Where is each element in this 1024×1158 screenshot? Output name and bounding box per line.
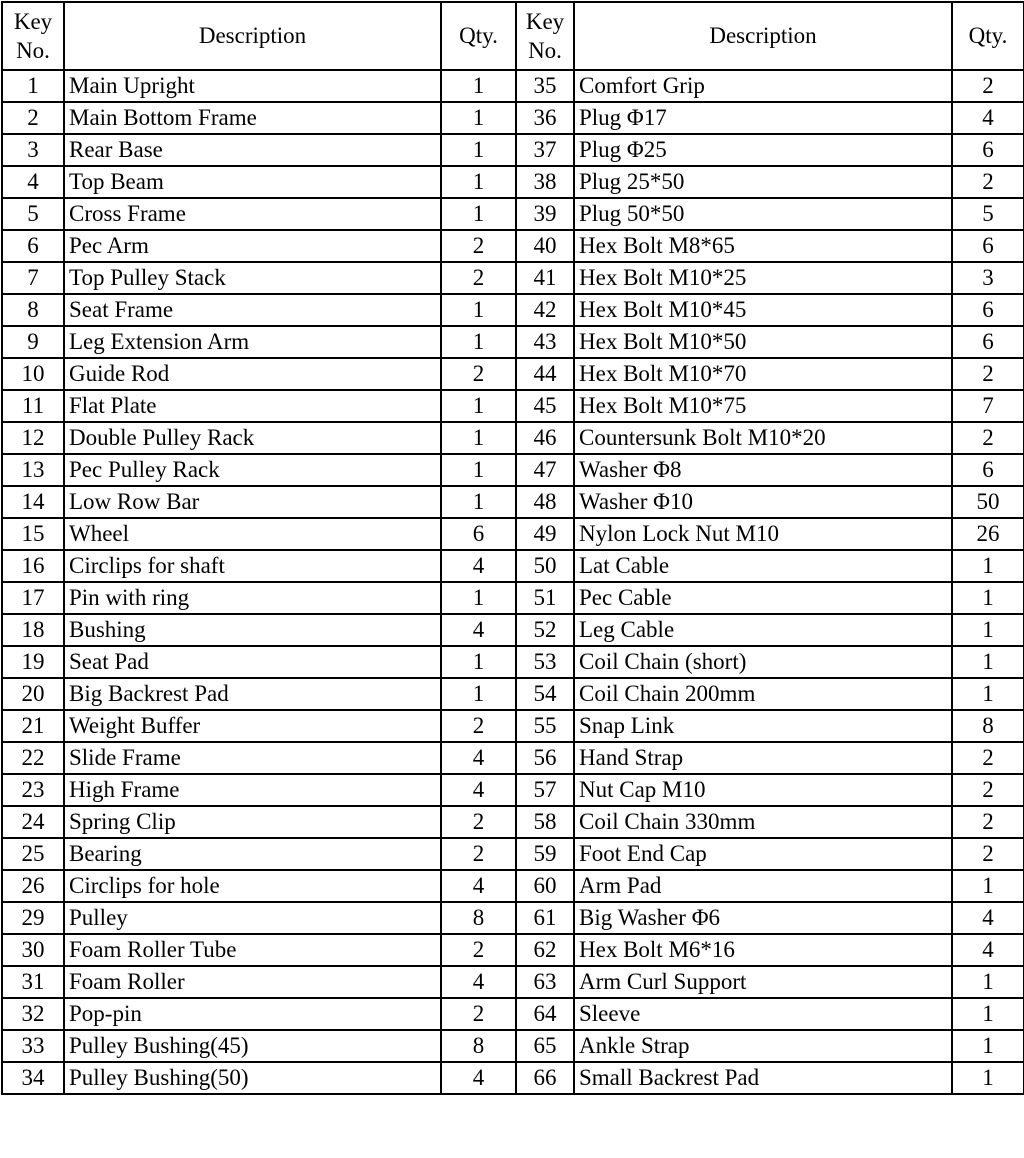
table-row	[2, 838, 1024, 870]
table-row	[2, 198, 1024, 230]
part-description-left: High Frame	[64, 774, 441, 806]
part-description-right: Coil Chain 330mm	[574, 806, 952, 838]
part-quantity-right: 1	[952, 966, 1024, 998]
part-description-right: Foot End Cap	[574, 838, 952, 870]
part-key-number-right: 49	[516, 518, 574, 550]
part-key-number-left: 26	[2, 870, 64, 902]
part-description-right: Nut Cap M10	[574, 774, 952, 806]
part-quantity-right: 2	[952, 70, 1024, 102]
part-quantity-right: 50	[952, 486, 1024, 518]
part-description-left: Slide Frame	[64, 742, 441, 774]
part-description-right: Leg Cable	[574, 614, 952, 646]
part-description-left: Pulley Bushing(45)	[64, 1030, 441, 1062]
header-key-no-left: Key No.	[2, 2, 64, 70]
part-description-left: Top Pulley Stack	[64, 262, 441, 294]
part-quantity-right: 2	[952, 806, 1024, 838]
part-quantity-left: 2	[441, 806, 516, 838]
part-description-left: Flat Plate	[64, 390, 441, 422]
part-key-number-right: 60	[516, 870, 574, 902]
part-description-left: Main Bottom Frame	[64, 102, 441, 134]
part-key-number-left: 5	[2, 198, 64, 230]
part-key-number-left: 24	[2, 806, 64, 838]
part-quantity-left: 8	[441, 902, 516, 934]
part-key-number-right: 53	[516, 646, 574, 678]
part-key-number-right: 58	[516, 806, 574, 838]
part-quantity-left: 1	[441, 646, 516, 678]
part-key-number-left: 13	[2, 454, 64, 486]
part-description-left: Pec Arm	[64, 230, 441, 262]
part-key-number-right: 61	[516, 902, 574, 934]
part-description-right: Nylon Lock Nut M10	[574, 518, 952, 550]
part-quantity-right: 1	[952, 870, 1024, 902]
part-key-number-left: 8	[2, 294, 64, 326]
part-quantity-right: 6	[952, 230, 1024, 262]
part-quantity-left: 1	[441, 454, 516, 486]
part-description-right: Plug 50*50	[574, 198, 952, 230]
table-row	[2, 454, 1024, 486]
part-description-right: Countersunk Bolt M10*20	[574, 422, 952, 454]
part-quantity-right: 2	[952, 166, 1024, 198]
part-key-number-right: 52	[516, 614, 574, 646]
part-quantity-left: 4	[441, 614, 516, 646]
part-key-number-right: 55	[516, 710, 574, 742]
part-key-number-left: 22	[2, 742, 64, 774]
part-quantity-right: 8	[952, 710, 1024, 742]
part-description-left: Foam Roller Tube	[64, 934, 441, 966]
table-row	[2, 678, 1024, 710]
part-key-number-left: 1	[2, 70, 64, 102]
part-quantity-right: 1	[952, 1030, 1024, 1062]
part-quantity-right: 6	[952, 134, 1024, 166]
part-description-right: Arm Curl Support	[574, 966, 952, 998]
part-quantity-left: 4	[441, 1062, 516, 1094]
part-key-number-right: 44	[516, 358, 574, 390]
part-description-right: Arm Pad	[574, 870, 952, 902]
part-key-number-right: 45	[516, 390, 574, 422]
part-description-left: Bushing	[64, 614, 441, 646]
part-key-number-right: 40	[516, 230, 574, 262]
part-description-right: Plug Φ17	[574, 102, 952, 134]
part-key-number-left: 10	[2, 358, 64, 390]
table-row	[2, 294, 1024, 326]
part-description-left: Double Pulley Rack	[64, 422, 441, 454]
part-key-number-right: 37	[516, 134, 574, 166]
part-description-left: Pulley	[64, 902, 441, 934]
part-description-right: Plug 25*50	[574, 166, 952, 198]
part-description-right: Snap Link	[574, 710, 952, 742]
part-key-number-right: 57	[516, 774, 574, 806]
table-row	[2, 70, 1024, 102]
part-description-right: Lat Cable	[574, 550, 952, 582]
table-row	[2, 806, 1024, 838]
part-key-number-right: 36	[516, 102, 574, 134]
part-key-number-right: 38	[516, 166, 574, 198]
part-key-number-left: 11	[2, 390, 64, 422]
part-quantity-right: 1	[952, 998, 1024, 1030]
part-key-number-right: 48	[516, 486, 574, 518]
part-key-number-right: 43	[516, 326, 574, 358]
header-qty-left: Qty.	[441, 2, 516, 70]
part-quantity-left: 8	[441, 1030, 516, 1062]
part-quantity-right: 4	[952, 902, 1024, 934]
part-key-number-right: 62	[516, 934, 574, 966]
table-row	[2, 134, 1024, 166]
part-description-left: Seat Pad	[64, 646, 441, 678]
part-quantity-left: 1	[441, 582, 516, 614]
part-quantity-right: 2	[952, 358, 1024, 390]
part-key-number-right: 51	[516, 582, 574, 614]
part-key-number-right: 47	[516, 454, 574, 486]
part-description-left: Spring Clip	[64, 806, 441, 838]
part-description-right: Hex Bolt M10*45	[574, 294, 952, 326]
table-row	[2, 998, 1024, 1030]
part-description-right: Sleeve	[574, 998, 952, 1030]
part-quantity-left: 1	[441, 326, 516, 358]
part-quantity-left: 1	[441, 294, 516, 326]
part-quantity-right: 1	[952, 614, 1024, 646]
part-quantity-right: 1	[952, 646, 1024, 678]
part-description-right: Big Washer Φ6	[574, 902, 952, 934]
table-row	[2, 582, 1024, 614]
part-description-right: Hex Bolt M10*25	[574, 262, 952, 294]
table-row	[2, 614, 1024, 646]
part-description-right: Pec Cable	[574, 582, 952, 614]
part-quantity-left: 2	[441, 934, 516, 966]
part-description-left: Low Row Bar	[64, 486, 441, 518]
part-quantity-right: 3	[952, 262, 1024, 294]
part-key-number-right: 46	[516, 422, 574, 454]
part-quantity-right: 1	[952, 678, 1024, 710]
table-row	[2, 742, 1024, 774]
parts-list-table	[1, 1, 1024, 1095]
part-key-number-left: 30	[2, 934, 64, 966]
table-row	[2, 422, 1024, 454]
part-key-number-right: 39	[516, 198, 574, 230]
part-description-left: Pin with ring	[64, 582, 441, 614]
table-row	[2, 774, 1024, 806]
part-quantity-left: 1	[441, 198, 516, 230]
part-description-right: Hand Strap	[574, 742, 952, 774]
part-quantity-left: 1	[441, 390, 516, 422]
part-key-number-left: 15	[2, 518, 64, 550]
part-key-number-left: 21	[2, 710, 64, 742]
part-key-number-left: 25	[2, 838, 64, 870]
part-quantity-right: 2	[952, 742, 1024, 774]
part-quantity-left: 1	[441, 422, 516, 454]
part-key-number-right: 56	[516, 742, 574, 774]
part-description-left: Circlips for hole	[64, 870, 441, 902]
part-quantity-left: 4	[441, 870, 516, 902]
part-key-number-left: 31	[2, 966, 64, 998]
part-description-left: Main Upright	[64, 70, 441, 102]
part-key-number-right: 50	[516, 550, 574, 582]
part-key-number-left: 3	[2, 134, 64, 166]
part-description-right: Hex Bolt M6*16	[574, 934, 952, 966]
part-description-left: Rear Base	[64, 134, 441, 166]
header-description-left: Description	[64, 2, 441, 70]
header-description-right: Description	[574, 2, 952, 70]
part-quantity-left: 1	[441, 134, 516, 166]
part-quantity-left: 1	[441, 102, 516, 134]
part-quantity-left: 2	[441, 262, 516, 294]
part-quantity-right: 4	[952, 102, 1024, 134]
part-quantity-left: 2	[441, 838, 516, 870]
table-row	[2, 326, 1024, 358]
part-quantity-left: 2	[441, 998, 516, 1030]
table-row	[2, 1030, 1024, 1062]
table-row	[2, 902, 1024, 934]
part-quantity-left: 6	[441, 518, 516, 550]
part-description-right: Plug Φ25	[574, 134, 952, 166]
table-row	[2, 102, 1024, 134]
part-quantity-left: 2	[441, 230, 516, 262]
part-key-number-right: 42	[516, 294, 574, 326]
part-quantity-left: 4	[441, 550, 516, 582]
table-row	[2, 166, 1024, 198]
part-key-number-left: 6	[2, 230, 64, 262]
table-row	[2, 646, 1024, 678]
table-row	[2, 390, 1024, 422]
table-row	[2, 966, 1024, 998]
part-quantity-right: 1	[952, 582, 1024, 614]
part-description-right: Coil Chain (short)	[574, 646, 952, 678]
header-qty-right: Qty.	[952, 2, 1024, 70]
part-quantity-right: 26	[952, 518, 1024, 550]
part-description-right: Ankle Strap	[574, 1030, 952, 1062]
part-description-left: Weight Buffer	[64, 710, 441, 742]
part-quantity-left: 1	[441, 70, 516, 102]
part-description-left: Cross Frame	[64, 198, 441, 230]
part-description-left: Guide Rod	[64, 358, 441, 390]
part-quantity-right: 4	[952, 934, 1024, 966]
part-quantity-right: 1	[952, 550, 1024, 582]
part-key-number-left: 14	[2, 486, 64, 518]
part-key-number-left: 2	[2, 102, 64, 134]
part-key-number-left: 20	[2, 678, 64, 710]
part-key-number-left: 16	[2, 550, 64, 582]
part-description-right: Coil Chain 200mm	[574, 678, 952, 710]
part-key-number-right: 65	[516, 1030, 574, 1062]
part-quantity-right: 2	[952, 838, 1024, 870]
part-key-number-left: 19	[2, 646, 64, 678]
part-quantity-right: 1	[952, 1062, 1024, 1094]
part-quantity-left: 2	[441, 358, 516, 390]
part-description-left: Bearing	[64, 838, 441, 870]
part-quantity-right: 6	[952, 326, 1024, 358]
part-quantity-right: 5	[952, 198, 1024, 230]
part-key-number-left: 34	[2, 1062, 64, 1094]
table-row	[2, 358, 1024, 390]
part-key-number-right: 41	[516, 262, 574, 294]
part-quantity-left: 1	[441, 486, 516, 518]
header-row	[2, 2, 1024, 70]
part-description-right: Washer Φ8	[574, 454, 952, 486]
part-key-number-left: 32	[2, 998, 64, 1030]
part-quantity-left: 2	[441, 710, 516, 742]
part-description-left: Pec Pulley Rack	[64, 454, 441, 486]
part-quantity-left: 1	[441, 166, 516, 198]
part-description-left: Seat Frame	[64, 294, 441, 326]
part-description-right: Hex Bolt M8*65	[574, 230, 952, 262]
part-quantity-right: 2	[952, 774, 1024, 806]
part-description-right: Small Backrest Pad	[574, 1062, 952, 1094]
part-description-left: Leg Extension Arm	[64, 326, 441, 358]
table-row	[2, 870, 1024, 902]
part-key-number-right: 66	[516, 1062, 574, 1094]
parts-table-body	[2, 70, 1024, 1094]
part-quantity-right: 2	[952, 422, 1024, 454]
part-key-number-left: 12	[2, 422, 64, 454]
part-description-right: Washer Φ10	[574, 486, 952, 518]
part-key-number-right: 35	[516, 70, 574, 102]
part-description-right: Hex Bolt M10*50	[574, 326, 952, 358]
table-row	[2, 486, 1024, 518]
part-key-number-left: 4	[2, 166, 64, 198]
part-description-left: Wheel	[64, 518, 441, 550]
part-description-left: Pop-pin	[64, 998, 441, 1030]
part-quantity-left: 4	[441, 966, 516, 998]
part-key-number-left: 7	[2, 262, 64, 294]
table-row	[2, 230, 1024, 262]
part-quantity-left: 4	[441, 742, 516, 774]
part-key-number-right: 54	[516, 678, 574, 710]
part-description-right: Comfort Grip	[574, 70, 952, 102]
header-key-no-right: Key No.	[516, 2, 574, 70]
part-key-number-right: 63	[516, 966, 574, 998]
part-key-number-left: 17	[2, 582, 64, 614]
part-description-left: Circlips for shaft	[64, 550, 441, 582]
part-quantity-right: 6	[952, 294, 1024, 326]
part-key-number-right: 59	[516, 838, 574, 870]
part-quantity-right: 6	[952, 454, 1024, 486]
part-description-right: Hex Bolt M10*70	[574, 358, 952, 390]
part-description-right: Hex Bolt M10*75	[574, 390, 952, 422]
part-description-left: Pulley Bushing(50)	[64, 1062, 441, 1094]
part-quantity-right: 7	[952, 390, 1024, 422]
part-description-left: Foam Roller	[64, 966, 441, 998]
table-row	[2, 710, 1024, 742]
table-row	[2, 262, 1024, 294]
part-key-number-left: 18	[2, 614, 64, 646]
table-row	[2, 934, 1024, 966]
part-quantity-left: 1	[441, 678, 516, 710]
table-row	[2, 1062, 1024, 1094]
part-key-number-left: 29	[2, 902, 64, 934]
table-row	[2, 518, 1024, 550]
part-key-number-left: 33	[2, 1030, 64, 1062]
part-description-left: Big Backrest Pad	[64, 678, 441, 710]
part-description-left: Top Beam	[64, 166, 441, 198]
part-key-number-left: 23	[2, 774, 64, 806]
part-key-number-right: 64	[516, 998, 574, 1030]
table-row	[2, 550, 1024, 582]
part-key-number-left: 9	[2, 326, 64, 358]
part-quantity-left: 4	[441, 774, 516, 806]
